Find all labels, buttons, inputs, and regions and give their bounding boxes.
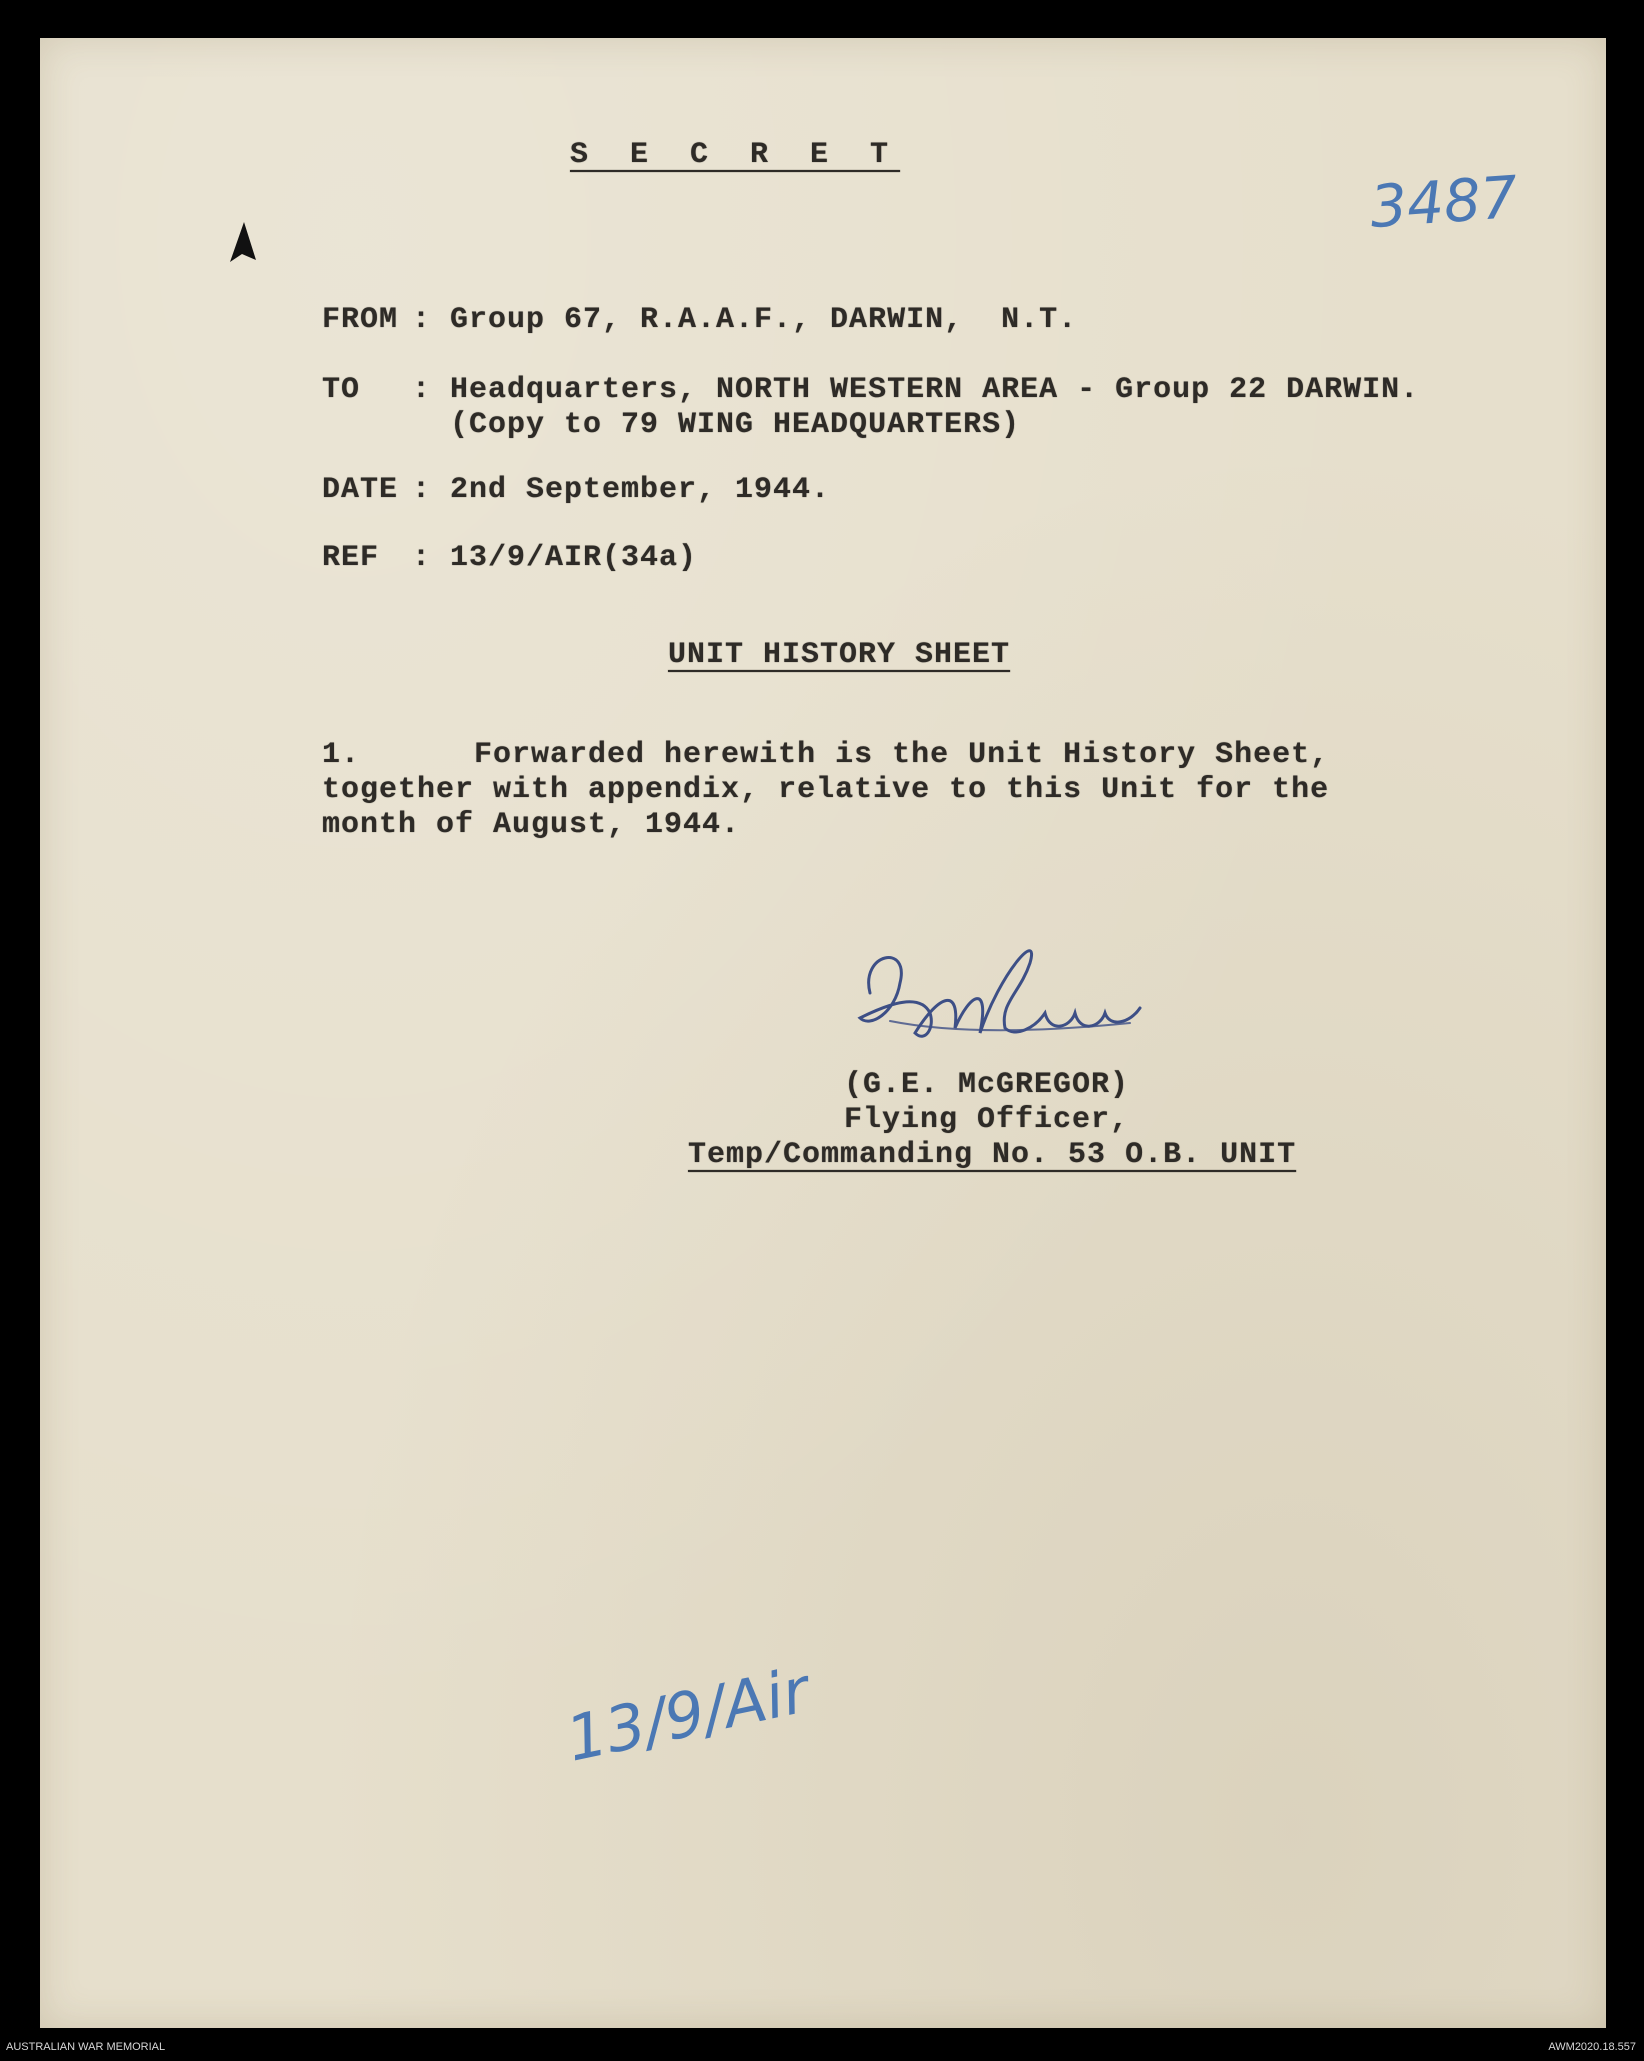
date-value: 2nd September, 1944.	[450, 473, 831, 507]
document-page	[40, 38, 1606, 2028]
signatory-position: Temp/Commanding No. 53 O.B. UNIT	[688, 1138, 1297, 1172]
to-label: TO	[322, 373, 361, 407]
document-heading: UNIT HISTORY SHEET	[668, 638, 1011, 672]
handwritten-signature	[830, 933, 1170, 1083]
punch-hole-mark	[228, 220, 258, 264]
ref-value: 13/9/AIR(34a)	[450, 541, 698, 575]
date-colon: :	[412, 473, 432, 507]
ref-label: REF	[322, 541, 380, 575]
from-colon: :	[412, 303, 432, 337]
paragraph-line-1: 1. Forwarded herewith is the Unit History Sheet,	[322, 738, 1330, 772]
to-value: Headquarters, NORTH WESTERN AREA - Group 22 DARWIN.	[450, 373, 1420, 407]
footer-institution: AUSTRALIAN WAR MEMORIAL	[6, 2041, 166, 2053]
from-value: Group 67, R.A.A.F., DARWIN, N.T.	[450, 303, 1078, 337]
paragraph-line-3: month of August, 1944.	[322, 808, 741, 842]
paragraph-line-2: together with appendix, relative to this Unit for the	[322, 773, 1330, 807]
footer-accession-number: AWM2020.18.557	[1548, 2041, 1636, 2053]
date-label: DATE	[322, 473, 399, 507]
classification-header: S E C R E T	[570, 138, 901, 172]
to-colon: :	[412, 373, 432, 407]
signatory-rank: Flying Officer,	[844, 1103, 1130, 1137]
handwritten-file-reference: 13/9/Air	[560, 1653, 816, 1776]
from-label: FROM	[322, 303, 399, 337]
handwritten-reference: 3487	[1367, 162, 1520, 242]
ref-colon: :	[412, 541, 432, 575]
to-value-line2: (Copy to 79 WING HEADQUARTERS)	[450, 408, 1021, 442]
signatory-name: (G.E. McGREGOR)	[844, 1068, 1130, 1102]
